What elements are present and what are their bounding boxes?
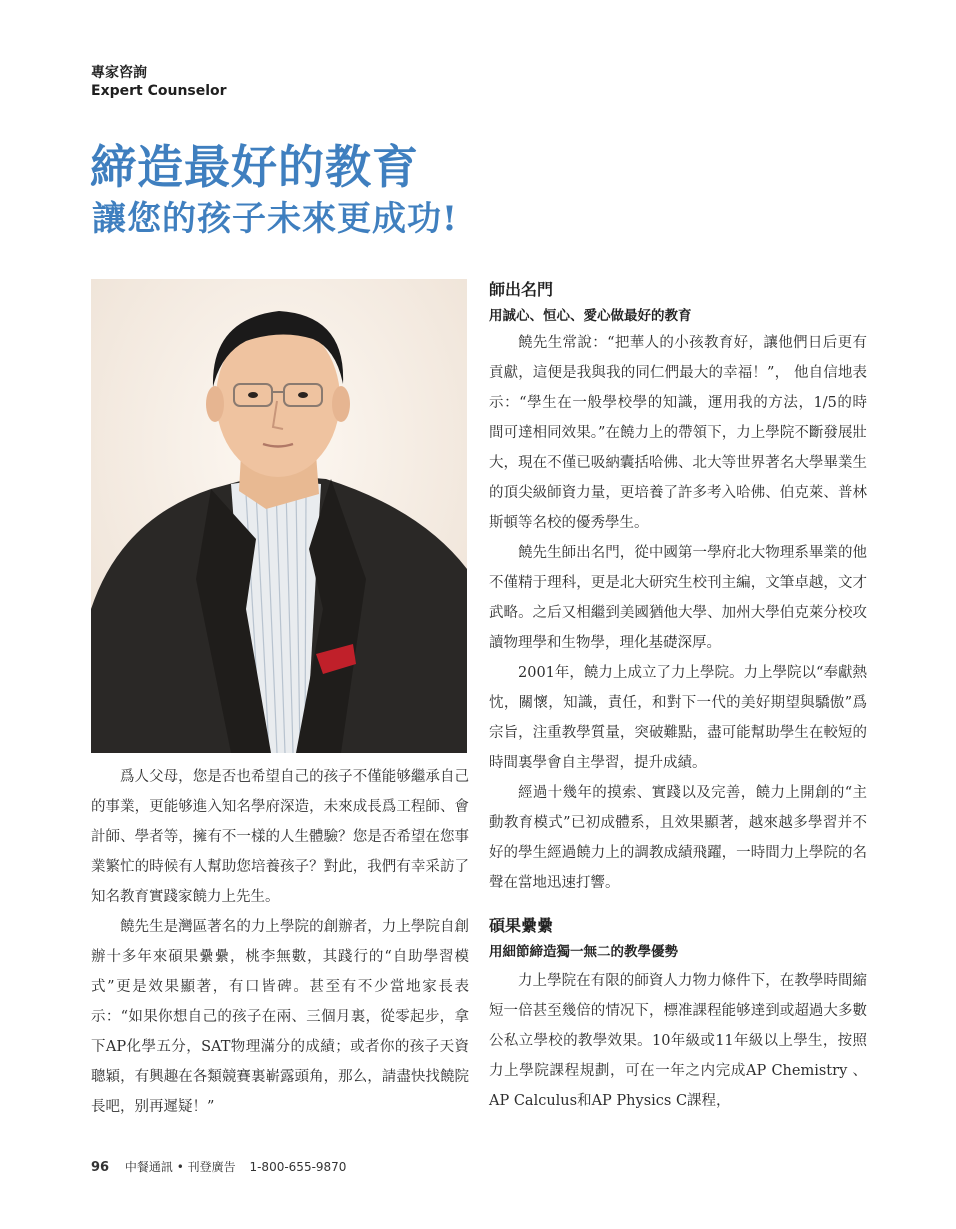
section2-tagline: 用細節締造獨一無二的教學優勢: [489, 944, 678, 960]
section-label-en: Expert Counselor: [91, 83, 227, 99]
portrait-illustration: [91, 279, 467, 753]
intro-paragraph: 爲人父母，您是否也希望自己的孩子不僅能够繼承自己的事業，更能够進入知名學府深造，未來成長爲工程師、會計師、學者等，擁有不一樣的人生體驗？您是否希望在您事業繁忙的時候有人幫助您培養孩子？對此，我們有幸采訪了知名教育實踐家饒力上先生。: [91, 769, 469, 905]
headline-title: 締造最好的教育: [90, 140, 419, 194]
section2-title: 碩果纍纍: [489, 916, 554, 935]
founder-paragraph: 饒先生是灣區著名的力上學院的創辦者，力上學院自創辦十多年來碩果纍纍，桃李無數，其踐行的“自助學習模式”更是效果顯著，有口皆碑。甚至有不少當地家長表示：“如果你想自己的孩子在兩、三個月裏，從零起步，拿下AP化學五分，SAT物理滿分的成績；或者你的孩子天資聰穎，有興趣在各類競賽裏嶄露頭角，那么，請盡快找饒院長吧，别再遲疑！”: [91, 919, 469, 1115]
body-paragraph: 饒先生師出名門，從中國第一學府北大物理系畢業的他不僅精于理科，更是北大研究生校刊主編，文筆卓越，文才武略。之后又相繼到美國猶他大學、加州大學伯克萊分校攻讀物理學和生物學，理化基礎深厚。: [489, 545, 867, 651]
section1-header: [489, 276, 867, 328]
body-paragraph: 力上學院在有限的師資人力物力條件下，在教學時間縮短一倍甚至幾倍的情况下，標准課程能够達到或超過大多數公私立學校的教學效果。10年級或11年級以上學生，按照力上學院課程規劃，可在一年之内完成AP Chemistry 、AP Calculus和AP Physics C課程，: [489, 973, 867, 1109]
body-paragraph: 2001年，饒力上成立了力上學院。力上學院以“奉獻熱忱，關懷，知識，責任，和對下一代的美好期望與驕傲”爲宗旨，注重教學質量，突破難點，盡可能幫助學生在較短的時間裏學會自主學習，提升成績。: [489, 665, 867, 771]
section2-header: [489, 912, 867, 964]
body-paragraph: 饒先生常說：“把華人的小孩教育好，讓他們日后更有貢獻，這便是我與我的同仁們最大的幸福！”， 他自信地表示：“學生在一般學校學的知識，運用我的方法，1/5的時間可達相同效果。”在饒力上的帶領下，力上學院不斷發展壯大，現在不僅已吸納囊括哈佛、北大等世界著名大學畢業生的頂尖級師資力量，更培養了許多考入哈佛、伯克萊、普林斯頓等名校的優秀學生。: [489, 335, 867, 531]
section-label-cn: 專家咨詢: [91, 65, 147, 81]
headline-subtitle: 讓您的孩子未來更成功!: [92, 199, 458, 239]
right-column-section1: [489, 328, 867, 898]
body-paragraph: 經過十幾年的摸索、實踐以及完善，饒力上開創的“主動教育模式”已初成體系，且效果顯著，越來越多學習并不好的學生經過饒力上的調教成績飛躍，一時間力上學院的名聲在當地迅速打響。: [489, 785, 867, 891]
section1-title: 師出名門: [489, 280, 554, 299]
left-column: [91, 762, 469, 1122]
publication-name: 中餐通訊 • 刊登廣告: [124, 1160, 236, 1174]
phone-number: 1-800-655-9870: [249, 1160, 347, 1174]
section1-tagline: 用誠心、恒心、愛心做最好的教育: [489, 308, 692, 324]
page-number: 96: [91, 1160, 110, 1175]
right-column-section2: [489, 966, 867, 1116]
page-footer: [91, 1158, 346, 1175]
section-label: [91, 64, 227, 100]
portrait-photo: [91, 279, 467, 753]
